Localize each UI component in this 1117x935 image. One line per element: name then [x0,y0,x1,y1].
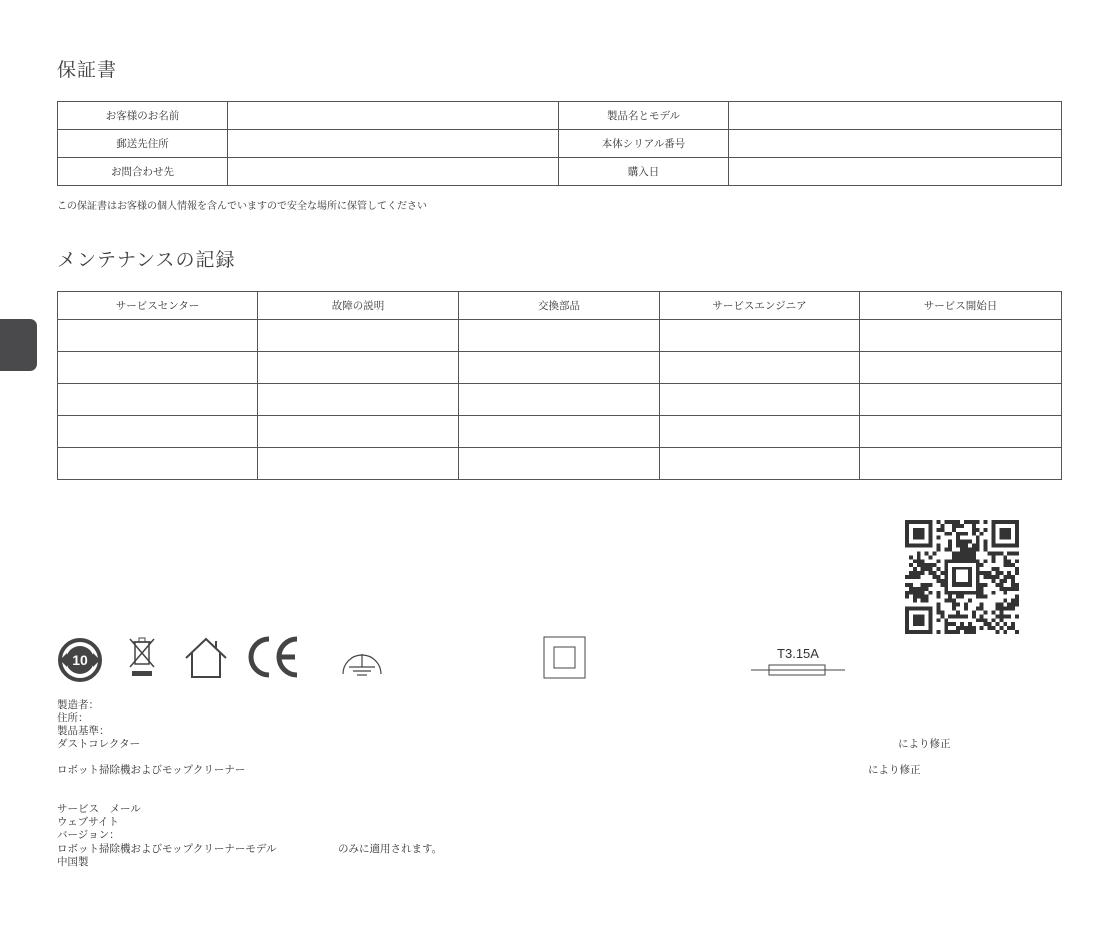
header-replaced-parts: 交換部品 [459,292,660,320]
dust-collector-suffix: により修正 [898,738,951,750]
label-customer-name: お客様のお名前 [58,102,228,130]
header-fault-description: 故障の説明 [258,292,459,320]
table-cell[interactable] [258,320,459,352]
label-serial-number: 本体シリアル番号 [559,130,729,158]
maintenance-table [57,291,1062,480]
table-cell[interactable] [58,448,258,480]
svg-text:10: 10 [72,652,88,668]
indoor-use-icon [183,637,229,679]
table-cell[interactable] [58,416,258,448]
10-year-epup-icon [57,637,103,683]
field-postal-address[interactable] [228,130,559,158]
table-cell[interactable] [660,448,860,480]
model-suffix: のみに適用されます。 [338,843,443,855]
field-product-model[interactable] [729,102,1062,130]
warranty-table [57,101,1062,186]
table-row [58,416,1062,448]
table-cell[interactable] [660,352,860,384]
header-service-start-date: サービス開始日 [860,292,1062,320]
version-label: バージョン： [57,829,120,841]
table-cell[interactable] [860,448,1062,480]
model-prefix: ロボット掃除機およびモップクリーナーモデル [57,843,277,855]
table-cell[interactable] [459,320,660,352]
side-tab [0,319,37,371]
header-service-center: サービスセンター [58,292,258,320]
table-cell[interactable] [860,384,1062,416]
table-cell[interactable] [860,320,1062,352]
manufacturer-label: 製造者： [57,699,99,711]
table-cell[interactable] [58,384,258,416]
table-cell[interactable] [660,416,860,448]
field-purchase-date[interactable] [729,158,1062,186]
dust-collector-label: ダストコレクター [57,738,141,750]
label-postal-address: 郵送先住所 [58,130,228,158]
header-service-engineer: サービスエンジニア [660,292,860,320]
table-cell[interactable] [258,448,459,480]
address-label: 住所： [57,712,89,724]
table-cell[interactable] [258,352,459,384]
table-cell[interactable] [258,384,459,416]
standard-label: 製品基準： [57,725,110,737]
table-row [58,384,1062,416]
warranty-note: この保証書はお客様の個人情報を含んでいますので安全な場所に保管してください [57,201,427,212]
label-product-model: 製品名とモデル [559,102,729,130]
table-cell[interactable] [860,416,1062,448]
warranty-title: 保証書 [57,59,118,81]
field-customer-name[interactable] [228,102,559,130]
table-cell[interactable] [660,384,860,416]
ground-icon [340,648,384,680]
made-in-label: 中国製 [57,856,89,868]
table-cell[interactable] [459,448,660,480]
field-contact[interactable] [228,158,559,186]
fuse-label: T3.15A [777,646,819,661]
table-cell[interactable] [58,352,258,384]
field-serial-number[interactable] [729,130,1062,158]
robot-suffix: により修正 [868,764,921,776]
table-cell[interactable] [459,384,660,416]
table-cell[interactable] [660,320,860,352]
table-cell[interactable] [58,320,258,352]
ce-mark-icon [247,636,301,678]
fuse-icon [751,646,845,680]
label-contact: お問合わせ先 [58,158,228,186]
label-purchase-date: 購入日 [559,158,729,186]
table-row [58,320,1062,352]
table-row [58,448,1062,480]
table-row [58,352,1062,384]
table-cell[interactable] [860,352,1062,384]
maintenance-title: メンテナンスの記録 [57,249,236,271]
table-cell[interactable] [459,416,660,448]
table-cell[interactable] [459,352,660,384]
website-label: ウェブサイト [57,816,119,828]
class-ii-icon [543,636,586,679]
table-cell[interactable] [258,416,459,448]
robot-label: ロボット掃除機およびモップクリーナー [57,764,246,776]
weee-bin-icon [127,636,157,678]
qr-code [905,520,1019,634]
service-mail-label: サービス メール [57,803,141,815]
